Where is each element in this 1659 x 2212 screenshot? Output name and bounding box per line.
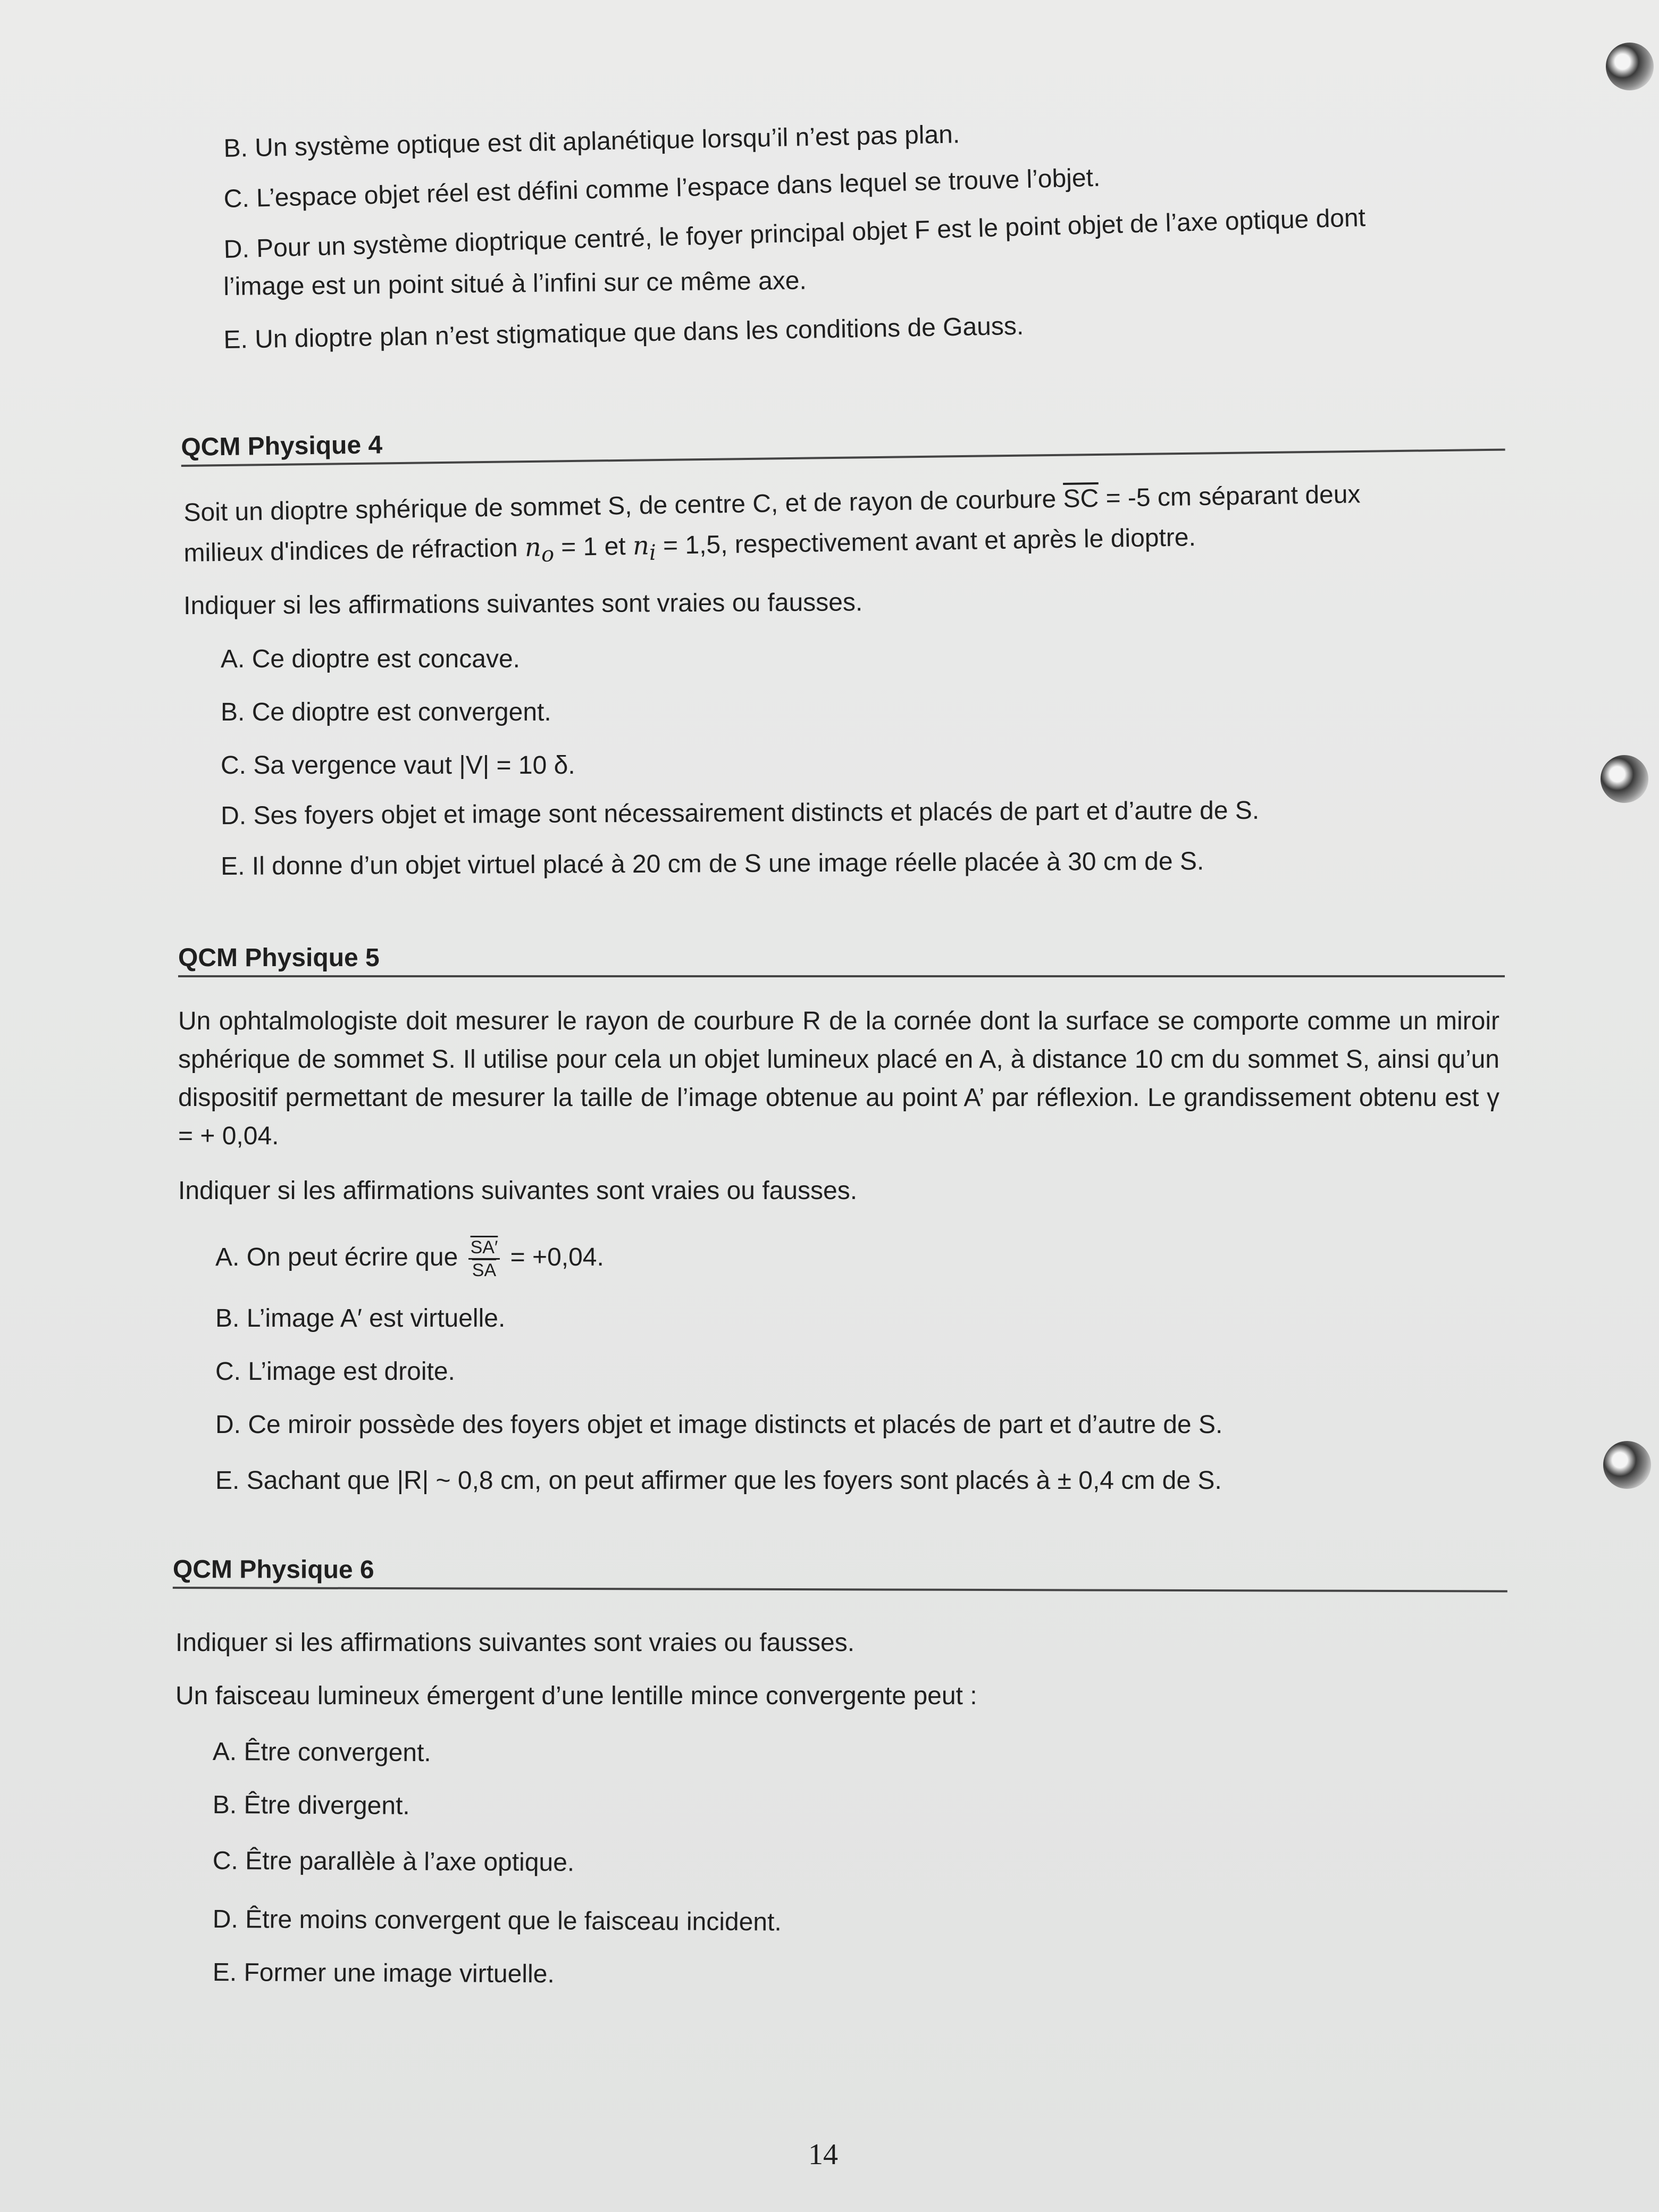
section-header-q4 — [181, 415, 1505, 467]
list-item: C. L’image est droite. — [215, 1358, 455, 1386]
q6-lead: Un faisceau lumineux émergent d’une lentille mince convergente peut : — [175, 1682, 977, 1710]
section-header-q6 — [173, 1553, 1507, 1593]
n0-symbol — [524, 532, 555, 567]
binder-ring-3 — [1603, 1441, 1651, 1489]
section-title: QCM Physique 4 — [181, 431, 383, 462]
n-letter: n — [524, 532, 542, 563]
list-item: E. Un dioptre plan n’est stigmatique que dans les conditions de Gauss. — [223, 312, 1024, 354]
list-item: D. Ce miroir possède des foyers objet et image distincts et placés de part et d’autre de S. — [215, 1411, 1223, 1439]
text-run: = 1,5, respectivement avant et après le dioptre. — [656, 523, 1196, 560]
subscript: i — [649, 540, 657, 565]
text-run: A. On peut écrire que — [215, 1243, 465, 1271]
list-item: l’image est un point situé à l’infini sur ce même axe. — [223, 266, 807, 301]
q4-intro-line-2 — [183, 521, 1196, 576]
sc-vector: $\overline{SC}$ — [1063, 484, 1099, 514]
list-item: E. Il donne d’un objet virtuel placé à 20 cm de S une image réelle placée à 30 cm de S. — [221, 847, 1204, 881]
q6-instruction: Indiquer si les affirmations suivantes sont vraies ou fausses. — [175, 1629, 855, 1657]
list-item: E. Sachant que |R| ~ 0,8 cm, on peut affirmer que les foyers sont placés à ± 0,4 cm de S. — [215, 1467, 1222, 1495]
list-item — [215, 1228, 604, 1287]
list-item: C. L’espace objet réel est défini comme l’espace dans lequel se trouve l’objet. — [223, 163, 1101, 213]
binder-ring-1 — [1606, 43, 1654, 90]
list-item: E. Former une image virtuelle. — [212, 1958, 555, 1989]
q4-instruction: Indiquer si les affirmations suivantes sont vraies ou fausses. — [183, 588, 863, 620]
list-item: A. Être convergent. — [212, 1738, 431, 1767]
list-item: B. Un système optique est dit aplanétique lorsqu’il n’est pas plan. — [223, 120, 960, 163]
q5-instruction: Indiquer si les affirmations suivantes sont vraies ou fausses. — [178, 1177, 858, 1205]
binder-ring-2 — [1601, 755, 1648, 803]
n-letter: n — [632, 531, 650, 561]
section-title: QCM Physique 5 — [178, 944, 380, 972]
fraction-denominator: SA — [472, 1260, 497, 1280]
ni-symbol — [632, 531, 657, 565]
list-item: D. Ses foyers objet et image sont nécessairement distincts et placés de part et d’autre de S. — [221, 796, 1260, 830]
fraction — [468, 1237, 500, 1281]
text-run: = +0,04. — [503, 1243, 604, 1271]
list-item: B. Être divergent. — [212, 1791, 410, 1820]
page-number: 14 — [808, 2138, 838, 2171]
section-header-q5 — [178, 941, 1505, 977]
subscript: o — [541, 542, 555, 567]
list-item: B. L’image A′ est virtuelle. — [215, 1304, 506, 1333]
text-run: = 1 et — [554, 532, 633, 562]
text-run: = -5 cm séparant deux — [1098, 480, 1361, 513]
text-run: Soit un dioptre sphérique de sommet S, de centre C, et de rayon de courbure — [183, 485, 1063, 527]
list-item: B. Ce dioptre est convergent. — [221, 698, 551, 726]
section-title: QCM Physique 6 — [172, 1555, 374, 1584]
list-item: D. Pour un système dioptrique centré, le foyer principal objet F est le point objet de l’axe optique dont — [223, 204, 1366, 264]
q5-paragraph: Un ophtalmologiste doit mesurer le rayon de courbure R de la cornée dont la surface se comporte comme un miroir sphérique de sommet S. Il utilise pour cela un objet lumineux placé en A, à distance 10 cm du sommet S, ainsi qu’un dispositif permettant de mesurer la taille de l’image obtenue au point A’ par réflexion. Le grandissement obtenu est γ = + 0,04. — [178, 1007, 1499, 1150]
list-item: D. Être moins convergent que le faisceau incident. — [212, 1905, 782, 1937]
list-item: C. Être parallèle à l’axe optique. — [212, 1847, 575, 1877]
text-run: milieux d'indices de réfraction — [183, 533, 525, 567]
fraction-numerator: SA′ — [468, 1237, 500, 1260]
list-item: C. Sa vergence vaut |V| = 10 δ. — [221, 751, 575, 780]
list-item: A. Ce dioptre est concave. — [221, 645, 520, 673]
